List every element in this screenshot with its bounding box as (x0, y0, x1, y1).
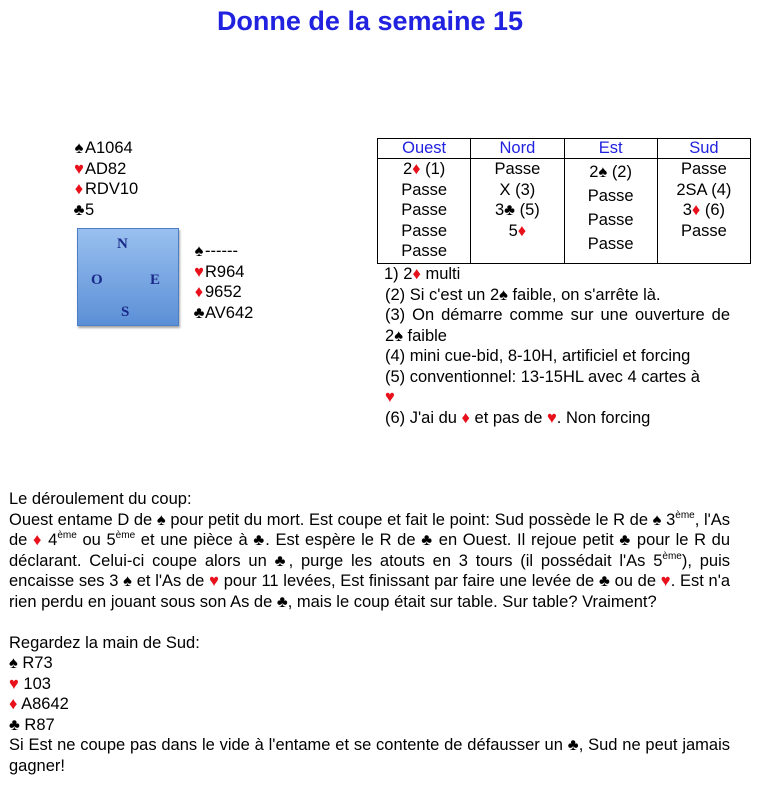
conclusion-paragraph (9, 735, 730, 776)
paragraph-text: 4 (42, 531, 58, 549)
header-north: Nord (471, 139, 564, 159)
west-bids (378, 159, 471, 264)
note-text: 1) 2 (384, 265, 413, 283)
compass-south: S (121, 304, 130, 320)
paragraph-text: ou de (609, 572, 661, 590)
club-icon: ♣ (253, 531, 266, 549)
bid-level: 2 (402, 160, 413, 178)
bid-level: 5 (508, 221, 518, 240)
spade-icon: ♠ (74, 139, 84, 157)
south-bids (657, 159, 750, 264)
note-text: faible (402, 326, 447, 345)
diamond-icon: ♦ (691, 201, 701, 219)
club-icon: ♣ (504, 201, 515, 219)
play-paragraph (9, 510, 730, 613)
bid: Passe (680, 221, 727, 240)
club-icon: ♣ (276, 592, 288, 611)
east-spades: ------ (205, 242, 238, 260)
note-text: et pas de (469, 408, 547, 427)
east-bids (564, 159, 657, 264)
spacer (9, 612, 730, 633)
heart-icon: ♥ (385, 388, 395, 406)
club-icon: ♣ (73, 200, 85, 219)
compass-east: E (150, 272, 161, 288)
paragraph-text: et l'As de (132, 572, 210, 590)
north-hearts: AD82 (85, 159, 127, 178)
superscript: ème (57, 530, 77, 541)
compass-west: O (91, 272, 103, 288)
header-west: Ouest (378, 139, 471, 159)
south-diamonds: A8642 (21, 695, 69, 713)
bid-note: (1) (425, 160, 446, 178)
heart-icon: ♥ (9, 674, 19, 693)
bid-level: 3 (494, 201, 505, 219)
paragraph-text: . Est espère le R de (265, 531, 422, 549)
note-2 (385, 285, 730, 306)
diamond-icon: ♦ (517, 221, 527, 240)
club-icon: ♣ (274, 551, 289, 570)
note-text: faible, on s'arrête là. (507, 285, 661, 304)
paragraph-text: pour petit du mort. Est coupe et fait le point: Sud possède le R de (165, 510, 653, 529)
south-hearts: 103 (23, 674, 51, 693)
bid: Passe (401, 221, 448, 240)
note-5 (385, 367, 730, 408)
bid: Passe (680, 160, 727, 178)
north-diamonds: RDV10 (85, 180, 139, 198)
north-spades: A1064 (85, 139, 133, 157)
north-bids (471, 159, 564, 264)
east-diamonds: 9652 (205, 283, 242, 301)
auction-table (377, 138, 751, 264)
spade-icon: ♠ (156, 510, 166, 529)
paragraph-text: , Sud ne peut jamais gagner! (9, 736, 730, 775)
superscript: ème (115, 530, 136, 541)
paragraph-text: pour 11 levées, Est finissant par faire une levée de (219, 572, 599, 590)
note-text: multi (420, 265, 461, 283)
note-1 (384, 264, 730, 285)
note-text: (2) Si c'est un 2 (385, 285, 500, 304)
club-icon: ♣ (619, 531, 632, 549)
page-title: Donne de la semaine 15 (216, 6, 524, 36)
bid: Passe (401, 242, 448, 260)
paragraph-text: Ouest entame D de (9, 510, 157, 529)
paragraph-text: en Ouest. Il rejoue petit (433, 531, 620, 549)
paragraph-text: , l'As de (9, 510, 731, 549)
auction-notes (385, 264, 730, 428)
bid: Passe (401, 180, 448, 199)
spade-icon: ♠ (194, 242, 204, 260)
east-clubs: AV642 (205, 303, 254, 322)
bid: Passe (587, 235, 634, 253)
superscript: ème (662, 550, 682, 562)
note-text: (6) J'ai du (385, 408, 462, 427)
club-icon: ♣ (598, 572, 610, 590)
paragraph-text: pour le R du déclarant. Celui-ci coupe alors un (9, 531, 731, 570)
club-icon: ♣ (9, 715, 20, 734)
note-text: (3) On démarre comme sur une ouverture de 2 (385, 306, 730, 345)
bid-note: (6) (704, 201, 726, 219)
heart-icon: ♥ (194, 262, 204, 281)
compass-north: N (117, 236, 128, 252)
diamond-icon: ♦ (194, 283, 204, 301)
section-heading: Le déroulement du coup: (9, 490, 192, 508)
bid: Passe (494, 160, 541, 178)
note-text: . Non forcing (556, 408, 651, 427)
heart-icon: ♥ (209, 572, 220, 590)
paragraph-text: ou 5 (76, 531, 116, 549)
club-icon: ♣ (193, 303, 205, 322)
bid-note: (2) (611, 163, 632, 181)
heart-icon: ♥ (660, 572, 671, 590)
bid: Passe (401, 201, 448, 219)
south-hand (9, 653, 730, 735)
north-hand (73, 138, 138, 220)
paragraph-text: . Est n'a rien perdu en jouant sous son As de (9, 572, 731, 611)
diamond-icon: ♦ (461, 408, 470, 427)
bid-level: 3 (682, 201, 692, 219)
paragraph-text: ), puis encaisse ses 3 (9, 551, 730, 590)
bid-note: (5) (519, 201, 540, 219)
spade-icon: ♠ (394, 326, 403, 345)
paragraph-text: , mais le coup était sur table. Sur table? Vraiment? (287, 592, 657, 611)
bid: 2SA (4) (676, 180, 732, 199)
diamond-icon: ♦ (33, 531, 43, 549)
south-spades: R73 (22, 654, 53, 672)
note-3 (385, 305, 730, 346)
bid-level: 2 (589, 163, 599, 181)
spade-icon: ♠ (499, 285, 508, 304)
diamond-icon: ♦ (412, 265, 421, 283)
spade-icon: ♠ (598, 163, 608, 181)
diamond-icon: ♦ (9, 695, 18, 713)
heart-icon: ♥ (547, 408, 557, 427)
bid: Passe (587, 187, 634, 205)
heart-icon: ♥ (74, 159, 84, 178)
note-4: (4) mini cue-bid, 8-10H, artificiel et forcing (385, 347, 691, 365)
header-south: Sud (657, 139, 750, 159)
paragraph-text: , purge les atouts en 3 tours (il possédait l'As 5 (288, 551, 663, 570)
section-heading: Regardez la main de Sud: (9, 633, 200, 652)
spade-icon: ♠ (652, 510, 662, 529)
diamond-icon: ♦ (412, 160, 421, 178)
compass-box (77, 228, 179, 326)
note-text: (5) conventionnel: 13-15HL avec 4 cartes à (385, 367, 700, 386)
east-hearts: R964 (205, 262, 245, 281)
note-6 (385, 408, 730, 429)
paragraph-text: 3 (661, 510, 676, 529)
bid: X (3) (499, 180, 536, 199)
play-description (9, 489, 730, 776)
bid: Passe (587, 211, 634, 229)
club-icon: ♣ (421, 531, 434, 549)
club-icon: ♣ (567, 736, 579, 754)
paragraph-text: et une pièce à (135, 531, 254, 549)
paragraph-text: Si Est ne coupe pas dans le vide à l'entame et se contente de défausser un (9, 736, 568, 754)
south-clubs: R87 (24, 715, 55, 734)
header-east: Est (564, 139, 657, 159)
north-clubs: 5 (85, 200, 95, 219)
spade-icon: ♠ (9, 654, 18, 672)
superscript: ème (675, 509, 695, 521)
east-hand (193, 241, 253, 323)
spade-icon: ♠ (123, 572, 133, 590)
diamond-icon: ♦ (74, 180, 84, 198)
